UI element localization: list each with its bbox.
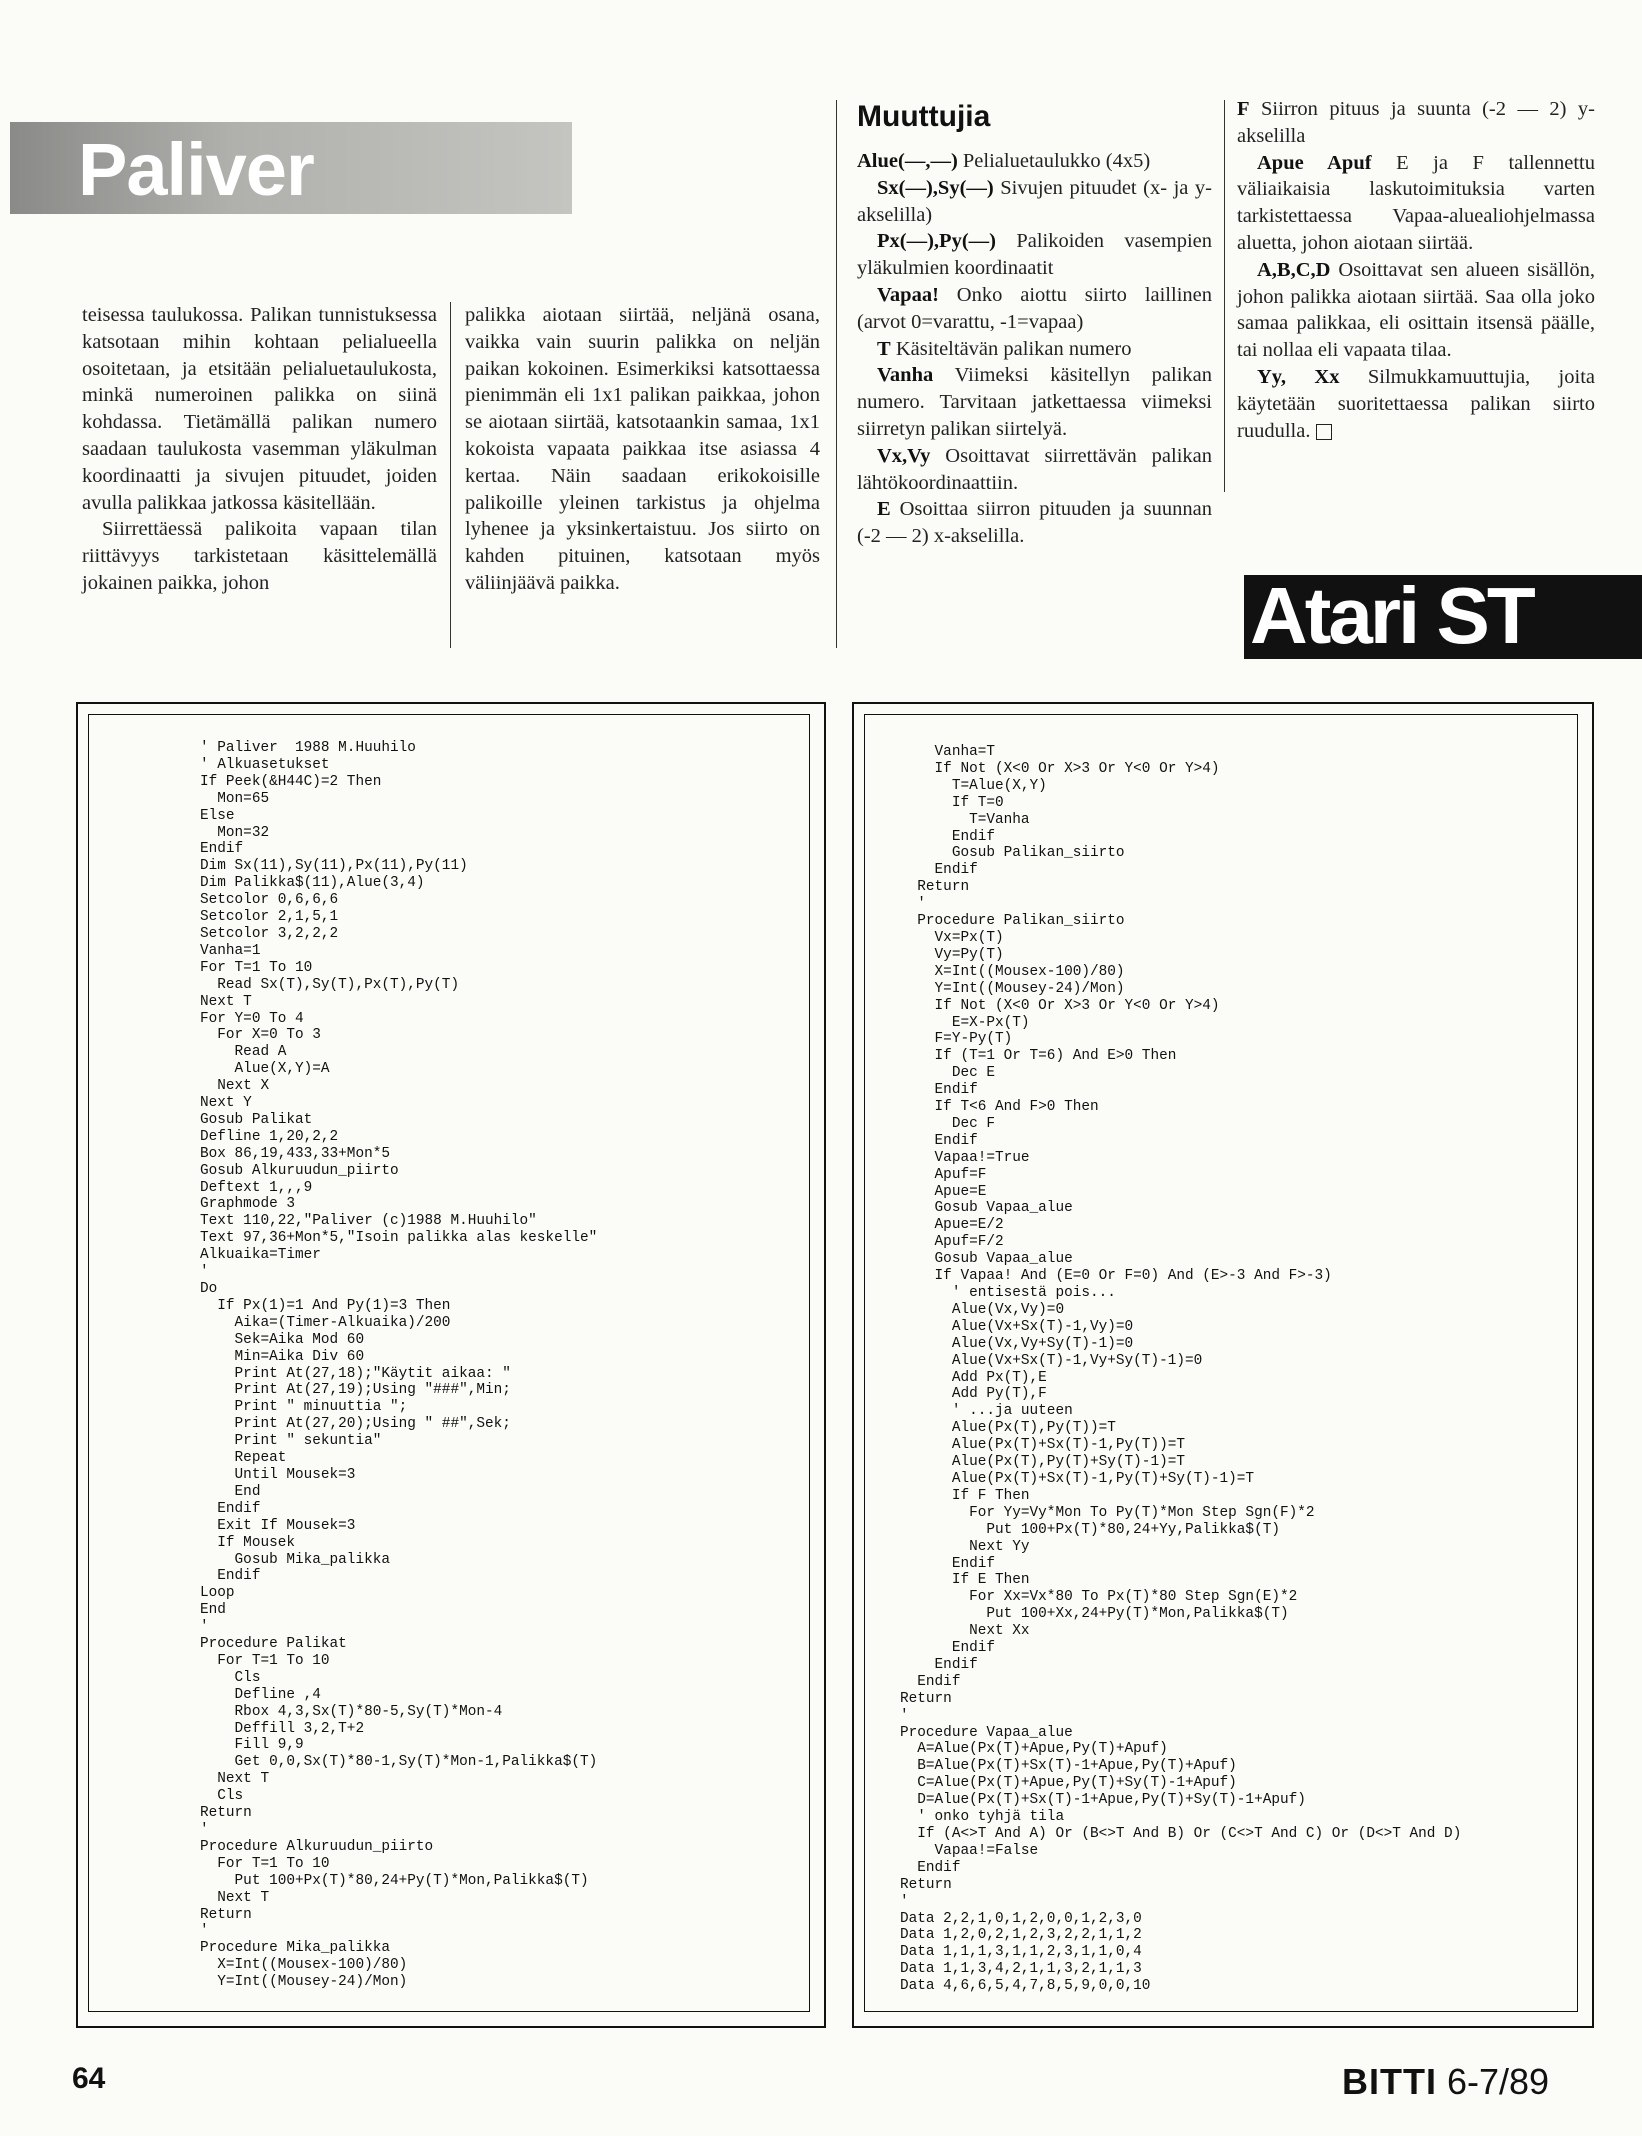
variable-description: Osoittavat siirrettävän palikan lähtökoordinaattiin.: [857, 444, 1212, 494]
code-line: Endif: [900, 1082, 978, 1099]
code-line: Alue(Vx+Sx(T)-1,Vy)=0: [900, 1318, 1134, 1335]
code-line: End: [200, 1483, 261, 1500]
code-line: Vy=Py(T): [900, 946, 1004, 963]
variable-name: Vapaa!: [877, 283, 939, 306]
code-line: Dec E: [900, 1065, 995, 1082]
code-line: If Not (X<0 Or X>3 Or Y<0 Or Y>4): [900, 997, 1220, 1014]
code-line: Setcolor 0,6,6,6: [200, 892, 339, 909]
variable-entry: [857, 282, 1212, 336]
code-line: ' Paliver 1988 M.Huuhilo: [200, 740, 416, 756]
code-line: Min=Aika Div 60: [200, 1348, 365, 1365]
code-line: Alue(X,Y)=A: [200, 1061, 330, 1078]
variable-entry: [857, 362, 1212, 442]
code-line: Procedure Palikat: [200, 1636, 347, 1653]
code-line: Gosub Palikan_siirto: [900, 845, 1125, 862]
variable-description: Pelialuetaulukko (4x5): [957, 150, 1151, 172]
code-line: Alue(Px(T),Py(T)+Sy(T)-1)=T: [900, 1454, 1185, 1471]
code-line: Mon=65: [200, 790, 270, 807]
code-line: Y=Int((Mousey-24)/Mon): [200, 1974, 408, 1991]
code-line: F=Y-Py(T): [900, 1031, 1013, 1048]
variable-description: Käsiteltävän palikan numero: [890, 337, 1132, 360]
code-line: Procedure Mika_palikka: [200, 1940, 390, 1957]
code-line: Procedure Alkuruudun_piirto: [200, 1838, 434, 1855]
variables-heading: Muuttujia: [857, 100, 991, 133]
code-listing-left: [200, 740, 597, 1991]
code-line: X=Int((Mousex-100)/80): [200, 1957, 408, 1974]
code-line: Endif: [200, 841, 244, 858]
code-line: ': [900, 1893, 909, 1910]
variable-entry: [1237, 257, 1595, 364]
code-line: Endif: [900, 1859, 961, 1876]
code-listing-right: [900, 744, 1461, 1995]
code-line: ': [200, 1619, 209, 1636]
variable-description: Osoittavat sen alueen sisällön, johon palikka aiotaan siirtää. Saa olla joko samaa palikkaa, eli osittain itsensä päälle, tai nollaa eli vapaata tilaa.: [1237, 258, 1595, 362]
variable-entry: [1237, 150, 1595, 257]
code-line: Exit If Mousek=3: [200, 1517, 356, 1534]
code-line: Cls: [200, 1669, 261, 1686]
variables-column-1: [857, 148, 1212, 550]
code-line: Apuf=F: [900, 1166, 987, 1183]
column-divider: [836, 100, 837, 648]
code-line: Y=Int((Mousey-24)/Mon): [900, 980, 1125, 997]
code-line: Sek=Aika Mod 60: [200, 1331, 365, 1348]
variable-entry: [1237, 364, 1595, 444]
body-paragraph-1: teisessa taulukossa. Palikan tunnistuksessa katsotaan mihin kohtaan pelialueella osoitetaan, ja etsitään pelialuetaulukosta, minkä numeroinen palikka on siinä kohdassa. Tietämällä palikan numero saadaan taulukosta vasemman yläkulman koordinaatti ja sivujen pituudet, joiden avulla palikkaa jatkossa käsitellään.: [82, 304, 437, 514]
variable-name: E: [877, 498, 891, 521]
code-line: ' Alkuasetukset: [200, 756, 330, 773]
code-line: Box 86,19,433,33+Mon*5: [200, 1145, 390, 1162]
code-line: Graphmode 3: [200, 1196, 295, 1213]
code-line: Gosub Palikat: [200, 1111, 313, 1128]
article-title: Paliver: [78, 128, 314, 211]
code-line: T=Alue(X,Y): [900, 777, 1047, 794]
code-line: Mon=32: [200, 824, 270, 841]
code-line: For Xx=Vx*80 To Px(T)*80 Step Sgn(E)*2: [900, 1589, 1298, 1606]
variable-description: E ja F tallennettu väliaikaisia laskutoimituksia varten tarkistettaessa Vapaa-aluealiohjelmassa aluetta, johon aiotaan siirtää.: [1237, 151, 1595, 254]
code-line: If Mousek: [200, 1534, 295, 1551]
code-line: Apue=E: [900, 1183, 987, 1200]
variable-name: T: [877, 337, 891, 360]
code-line: Defline 1,20,2,2: [200, 1128, 339, 1145]
code-line: Cls: [200, 1788, 244, 1805]
variable-description: Onko aiottu siirto laillinen (arvot 0=varattu, -1=vapaa): [857, 283, 1212, 333]
code-line: Put 100+Px(T)*80,24+Py(T)*Mon,Palikka$(T): [200, 1872, 589, 1889]
code-line: Endif: [900, 862, 978, 879]
page-number: 64: [72, 2062, 106, 2095]
code-line: ' onko tyhjä tila: [900, 1809, 1065, 1826]
variable-entry: [857, 175, 1212, 229]
code-line: Do: [200, 1281, 218, 1297]
code-line: Print At(27,20);Using " ##",Sek;: [200, 1416, 511, 1433]
body-paragraph-2-part-2: palikka aiotaan siirtää, neljänä osana, vaikka vain suurin palikka on neljän paikan kokoinen. Esimerkiksi katsottaessa pienimmän eli 1x1 palikan paikkaa, johon se aiotaan siirtää, katsotaankin samaa, 1x1 kokoista vapaata paikkaa itse asiassa 4 kertaa. Näin saadaan erikokoisille palikoille yleinen tarkistus ja ohjelma lyhenee ja yksinkertaistuu. Jos siirto on kahden pituinen, katsotaan myös väliinjäävä paikka.: [465, 304, 820, 594]
code-line: Until Mousek=3: [200, 1466, 356, 1483]
code-line: Fill 9,9: [200, 1737, 304, 1754]
code-line: If E Then: [900, 1572, 1030, 1589]
code-line: Gosub Vapaa_alue: [900, 1251, 1073, 1268]
body-paragraph-2-part-1: Siirrettäessä palikoita vapaan tilan riittävyys tarkistetaan käsittelemällä jokainen paikka, johon: [82, 518, 437, 594]
column-divider: [1224, 100, 1225, 492]
code-line: Repeat: [200, 1450, 287, 1467]
code-line: Alue(Vx+Sx(T)-1,Vy+Sy(T)-1)=0: [900, 1352, 1203, 1369]
variable-entry: [857, 496, 1212, 550]
variable-description: Viimeksi käsitellyn palikan numero. Tarvitaan jatkettaessa viimeksi siirretyn palikan siirtelyä.: [857, 364, 1212, 440]
code-line: Defline ,4: [200, 1686, 321, 1703]
code-line: Endif: [200, 1568, 261, 1585]
code-line: Next Yy: [900, 1538, 1030, 1555]
code-line: Read A: [200, 1044, 287, 1061]
code-line: Procedure Palikan_siirto: [900, 913, 1125, 930]
code-line: Next T: [200, 1889, 270, 1906]
code-line: ': [200, 1264, 209, 1281]
code-line: Dec F: [900, 1115, 995, 1132]
variable-entry: [857, 148, 1212, 175]
magazine-footer: [1342, 2062, 1549, 2102]
variable-entry: [857, 228, 1212, 282]
code-line: Endif: [900, 1555, 995, 1572]
variable-name: F: [1237, 98, 1250, 120]
variable-entry: [857, 443, 1212, 497]
code-line: Else: [200, 807, 235, 824]
code-line: Deffill 3,2,T+2: [200, 1720, 365, 1737]
code-line: Dim Palikka$(11),Alue(3,4): [200, 875, 425, 892]
code-line: Vapaa!=True: [900, 1149, 1030, 1166]
code-line: If (T=1 Or T=6) And E>0 Then: [900, 1048, 1177, 1065]
code-line: Vapaa!=False: [900, 1842, 1039, 1859]
code-line: Alue(Px(T),Py(T))=T: [900, 1420, 1116, 1437]
code-line: B=Alue(Px(T)+Sx(T)-1+Apue,Py(T)+Apuf): [900, 1758, 1237, 1775]
code-line: Next T: [200, 993, 252, 1010]
code-line: Endif: [200, 1500, 261, 1517]
code-line: Endif: [900, 1656, 978, 1673]
code-line: Alkuaika=Timer: [200, 1247, 321, 1264]
code-line: For Y=0 To 4: [200, 1010, 304, 1027]
code-line: If T<6 And F>0 Then: [900, 1099, 1099, 1116]
code-line: T=Vanha: [900, 811, 1030, 828]
code-line: ': [900, 1707, 909, 1724]
code-line: Endif: [900, 1132, 978, 1149]
code-line: Setcolor 3,2,2,2: [200, 925, 339, 942]
code-line: Rbox 4,3,Sx(T)*80-5,Sy(T)*Mon-4: [200, 1703, 503, 1720]
code-line: ' ...ja uuteen: [900, 1403, 1073, 1420]
code-line: ' entisestä pois...: [900, 1285, 1116, 1301]
code-line: Put 100+Xx,24+Py(T)*Mon,Palikka$(T): [900, 1606, 1289, 1623]
code-line: Add Py(T),F: [900, 1386, 1047, 1403]
code-line: E=X-Px(T): [900, 1014, 1030, 1031]
code-line: Endif: [900, 1640, 995, 1657]
code-line: Alue(Px(T)+Sx(T)-1,Py(T))=T: [900, 1437, 1185, 1454]
variable-description: Palikoiden vasempien yläkulmien koordinaatit: [857, 230, 1212, 280]
magazine-name: BITTI: [1342, 2061, 1437, 2102]
code-line: Text 97,36+Mon*5,"Isoin palikka alas keskelle": [200, 1230, 598, 1247]
code-line: Data 4,6,6,5,4,7,8,5,9,0,0,10: [900, 1978, 1151, 1995]
code-line: Procedure Vapaa_alue: [900, 1724, 1073, 1741]
code-line: ': [900, 896, 926, 913]
code-line: ': [200, 1822, 209, 1838]
code-line: Gosub Vapaa_alue: [900, 1200, 1073, 1217]
code-line: Vx=Px(T): [900, 929, 1004, 946]
column-divider: [450, 302, 451, 648]
code-line: ': [200, 1923, 209, 1940]
variable-name: A,B,C,D: [1257, 258, 1331, 281]
code-line: Data 1,2,0,2,1,2,3,2,2,1,1,2: [900, 1927, 1142, 1944]
code-line: Next Xx: [900, 1623, 1030, 1640]
code-line: Print " minuuttia ";: [200, 1399, 408, 1416]
code-line: Dim Sx(11),Sy(11),Px(11),Py(11): [200, 858, 468, 875]
code-line: Gosub Alkuruudun_piirto: [200, 1162, 399, 1179]
code-line: If Peek(&H44C)=2 Then: [200, 773, 382, 790]
variable-name: Vanha: [877, 364, 934, 387]
code-line: Text 110,22,"Paliver (c)1988 M.Huuhilo": [200, 1213, 537, 1230]
variable-name: Sx(—),Sy(—): [877, 176, 994, 199]
code-line: If T=0: [900, 794, 1004, 811]
code-line: Loop: [200, 1585, 235, 1602]
code-line: Endif: [900, 1673, 961, 1690]
code-line: A=Alue(Px(T)+Apue,Py(T)+Apuf): [900, 1741, 1168, 1758]
variable-entry: [857, 336, 1212, 363]
code-line: Print " sekuntia": [200, 1433, 382, 1450]
code-line: Aika=(Timer-Alkuaika)/200: [200, 1314, 451, 1331]
code-line: For X=0 To 3: [200, 1027, 321, 1044]
code-line: End: [200, 1602, 226, 1619]
code-line: Vanha=1: [200, 942, 261, 959]
code-line: X=Int((Mousex-100)/80): [900, 963, 1125, 980]
variable-name: Alue(—,—): [857, 150, 958, 172]
code-line: Apue=E/2: [900, 1217, 1004, 1234]
variable-name: Apue Apuf: [1257, 151, 1372, 174]
code-line: Print At(27,18);"Käytit aikaa: ": [200, 1365, 511, 1382]
code-line: Next Y: [200, 1095, 252, 1112]
code-line: For T=1 To 10: [200, 1855, 330, 1872]
code-line: Next X: [200, 1078, 270, 1095]
code-line: Next T: [200, 1771, 270, 1788]
code-line: Gosub Mika_palikka: [200, 1551, 390, 1568]
code-line: For Yy=Vy*Mon To Py(T)*Mon Step Sgn(F)*2: [900, 1504, 1315, 1521]
code-line: If (A<>T And A) Or (B<>T And B) Or (C<>T And C) Or (D<>T And D): [900, 1826, 1462, 1842]
code-line: Alue(Vx,Vy+Sy(T)-1)=0: [900, 1335, 1134, 1352]
variable-description: Osoittaa siirron pituuden ja suunnan (-2 — 2) x-akselilla.: [857, 498, 1212, 548]
issue-number: 6-7/89: [1447, 2061, 1550, 2102]
code-line: Print At(27,19);Using "###",Min;: [200, 1382, 511, 1399]
code-line: Read Sx(T),Sy(T),Px(T),Py(T): [200, 976, 460, 993]
code-line: Apuf=F/2: [900, 1234, 1004, 1251]
code-line: Endif: [900, 828, 995, 845]
code-line: Deftext 1,,,9: [200, 1179, 313, 1196]
code-line: Alue(Vx,Vy)=0: [900, 1301, 1065, 1318]
code-line: Add Px(T),E: [900, 1369, 1047, 1386]
code-line: Return: [200, 1906, 252, 1923]
code-line: Return: [900, 1876, 952, 1893]
code-line: Return: [900, 879, 970, 896]
body-column-2: [465, 302, 820, 597]
code-line: Setcolor 2,1,5,1: [200, 909, 339, 926]
variable-entry: [1237, 96, 1595, 150]
variable-description: Siirron pituus ja suunta (-2 — 2) y-akselilla: [1237, 98, 1595, 147]
code-line: If Px(1)=1 And Py(1)=3 Then: [200, 1297, 451, 1314]
code-line: If Vapaa! And (E=0 Or F=0) And (E>-3 And F>-3): [900, 1268, 1332, 1285]
variable-description: Sivujen pituudet (x- ja y-akselilla): [857, 176, 1212, 226]
code-line: Vanha=T: [900, 744, 995, 760]
code-line: Data 1,1,3,4,2,1,1,3,2,1,1,3: [900, 1961, 1142, 1978]
code-line: C=Alue(Px(T)+Apue,Py(T)+Sy(T)-1+Apuf): [900, 1775, 1237, 1792]
code-line: For T=1 To 10: [200, 959, 313, 976]
variable-description: Silmukkamuuttujia, joita käytetään suoritettaessa palikan siirto ruudulla.: [1237, 365, 1595, 442]
code-line: If F Then: [900, 1487, 1030, 1504]
code-line: Get 0,0,Sx(T)*80-1,Sy(T)*Mon-1,Palikka$(T): [200, 1754, 598, 1771]
code-line: If Not (X<0 Or X>3 Or Y<0 Or Y>4): [900, 760, 1220, 777]
variable-name: Vx,Vy: [877, 444, 931, 467]
variable-name: Yy, Xx: [1257, 365, 1340, 388]
body-column-1: [82, 302, 437, 597]
end-mark-icon: [1316, 424, 1332, 440]
variable-name: Px(—),Py(—): [877, 230, 996, 253]
variables-column-2: [1237, 96, 1595, 444]
code-line: Alue(Px(T)+Sx(T)-1,Py(T)+Sy(T)-1)=T: [900, 1470, 1255, 1487]
code-line: For T=1 To 10: [200, 1652, 330, 1669]
code-line: Put 100+Px(T)*80,24+Yy,Palikka$(T): [900, 1521, 1280, 1538]
section-label: Atari ST: [1250, 571, 1533, 660]
code-line: Data 1,1,1,3,1,1,2,3,1,1,0,4: [900, 1944, 1142, 1961]
code-line: Return: [200, 1805, 252, 1822]
code-line: Data 2,2,1,0,1,2,0,0,1,2,3,0: [900, 1910, 1142, 1927]
code-line: D=Alue(Px(T)+Sx(T)-1+Apue,Py(T)+Sy(T)-1+Apuf): [900, 1792, 1306, 1809]
code-line: Return: [900, 1690, 952, 1707]
